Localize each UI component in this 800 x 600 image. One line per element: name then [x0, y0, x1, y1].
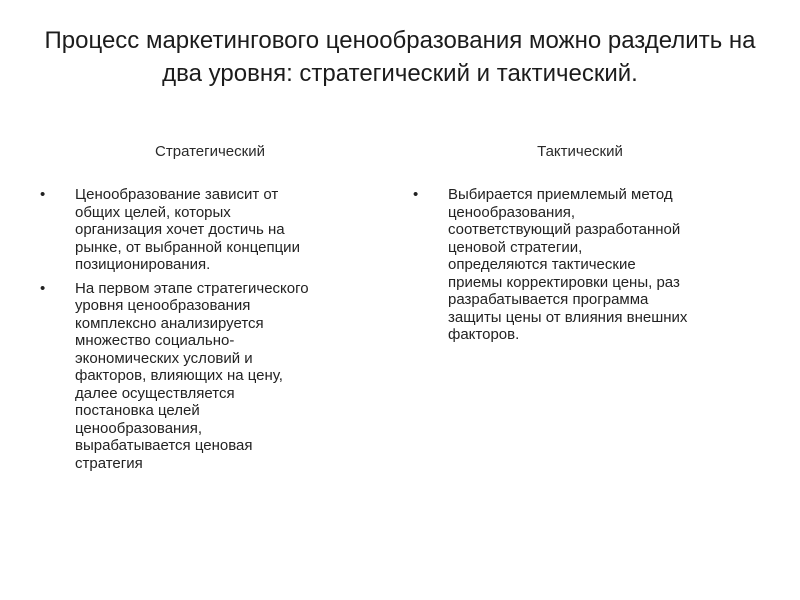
- slide-title: Процесс маркетингового ценообразования можно разделить на два уровня: стратегический и тактический.: [44, 27, 756, 87]
- bullet-text: На первом этапе стратегического уровня ценообразования комплексно анализируется множество социально- экономических условий и факторов, влияющих на цену, далее осуществляется постановка целей ценообразования, вырабатывается ценовая стратегия: [75, 279, 309, 472]
- bullet-marker: •: [40, 279, 46, 297]
- bullet-text: Ценообразование зависит от общих целей, которых организация хочет достичь на рынке, от выбранной концепции позиционирования.: [75, 186, 300, 273]
- column-heading-tactical: Тактический: [537, 143, 623, 160]
- bullet-marker: •: [40, 186, 46, 203]
- bullet-item: [413, 186, 758, 344]
- bullet-item: [40, 186, 380, 274]
- tactical-bullet-list: [413, 186, 758, 350]
- bullet-text: Выбирается приемлемый метод ценообразования, соответствующий разработанной ценовой стратегии, определяются тактические приемы корректировки цены, раз разрабатывается программа защиты цены от влияния внешних факторов.: [448, 186, 688, 343]
- bullet-marker: •: [413, 186, 419, 203]
- column-heading-strategic: Стратегический: [155, 143, 265, 160]
- bullet-item: [40, 280, 380, 473]
- strategic-bullet-list: [40, 186, 380, 478]
